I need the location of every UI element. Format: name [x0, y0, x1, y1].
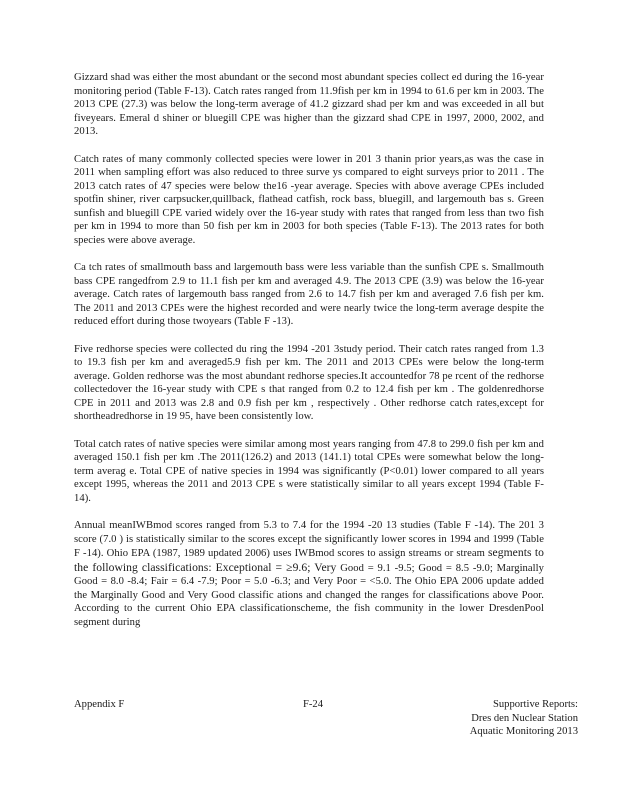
- footer-report-line-1: Supportive Reports:: [492, 699, 578, 710]
- footer-report-line-2: Dres den Nuclear Station: [471, 712, 578, 724]
- footer-report-line-3: Aquatic Monitoring 2013: [469, 726, 578, 737]
- page-number: F-24: [303, 699, 324, 710]
- page-footer: [74, 698, 578, 738]
- paragraph-iwbmod-tail: Good = 9.1 -9.5; Good = 8.5 -9.0; Marginally Good = 8.0 -8.4; Fair = 6.4 -7.9; Poor = 5.0 -6.3; and Very Poor = <5.0. The Ohio EPA 2006 update added the Marginally Good and Very Good classific ations and changed the ranges for classifications above Poor. According to the current Ohio EPA classificationscheme, the fish community in the lower DresdenPool segment during: [74, 562, 544, 628]
- paragraph-redhorse: Five redhorse species were collected du ring the 1994 -201 3study period. Their catch rates ranged from 1.3 to 19.3 fish per km and averaged5.9 fish per km. The 2011 and 2013 CPEs were below the long-term average. Golden redhorse was the most abundant redhorse species.It accountedfor 78 pe rcent of the redhorse collectedover the 16-year study with CPE s that ranged from 0.2 to 12.4 fish per km . The goldenredhorse CPE in 2011 and 2013 was 2.8 and 0.9 fish per km , respectively . Other redhorse catch rates,except for shortheadredhorse in 19 95, have been consistently low.: [74, 343, 544, 422]
- footer-report-title: [470, 698, 578, 739]
- body-text: [74, 71, 544, 643]
- paragraph-bass: Ca tch rates of smallmouth bass and largemouth bass were less variable than the sunfish CPE s. Smallmouth bass CPE rangedfrom 2.9 to 11.1 fish per km and averaged 4.9. The 2013 CPE (3.9) was below the 16-year average. Catch rates of largemouth bass ranged from 2.6 to 14.7 fish per km and averaged 7.6 fish per km. The 2011 and 2013 CPEs were the highest recorded and were nearly twice the long-term average despite the reduced effort during those twoyears (Table F -13).: [74, 262, 544, 327]
- paragraph-native-species: Total catch rates of native species were similar among most years ranging from 47.8 to 299.0 fish per km and averaged 150.1 fish per km .The 2011(126.2) and 2013 (141.1) total CPEs were somewhat below the long-term averag e. Total CPE of native species in 1994 was significantly (P<0.01) lower compared to all years except 1995, whereas the 2011 and 2013 CPE s were statistically similar to all years except 1994 (Table F- 14).: [74, 438, 544, 504]
- paragraph-catch-rates: Catch rates of many commonly collected species were lower in 201 3 thanin prior years,as was the case in 2011 when sampling effort was also reduced to three surve ys compared to eight surveys prior to 2011 . The 2013 catch rates of 47 species were below the16 -year average. Species with above average CPEs included spotfin shiner, river carpsucker,quillback, flathead catfish, rock bass, bluegill, and largemouth bas s. Green sunfish and bluegill CPE varied widely over the 16-year study with rates that ranged from less than two fish per km in 1994 to more than 50 fish per km in 2003 for both species (Table F-13). The 2013 rates for both species were above average.: [74, 153, 544, 246]
- paragraph-iwbmod: [74, 519, 544, 629]
- classification-emphasis: segments to the following classifications: Exceptional = ≥9.6; Very: [74, 546, 545, 574]
- paragraph-gizzard-shad: Gizzard shad was either the most abundant or the second most abundant species collect ed during the 16-year monitoring period (Table F-13). Catch rates ranged from 11.9fish per km in 1994 to 61.6 per km in 2003. The 2013 CPE (27.3) was below the long-term average of 41.2 gizzard shad per km and was exceeded in all but fiveyears. Emeral d shiner or bluegill CPE was higher than the gizzard shad CPE in 1997, 2000, 2002, and 2013.: [74, 72, 544, 137]
- footer-appendix: Appendix F: [74, 699, 125, 710]
- paragraph-iwbmod-start: Annual meanIWBmod scores ranged from 5.3 to 7.4 for the 1994 -20 13 studies (Table F -14). The 201 3 score (7.0 ) is statistically similar to the scores except the significantly lower scores in 1994 and 1999 (Table F -14). Ohio EPA (1987, 1989 updated 2006) uses IWBmod scores to assign streams or stream: [74, 520, 544, 559]
